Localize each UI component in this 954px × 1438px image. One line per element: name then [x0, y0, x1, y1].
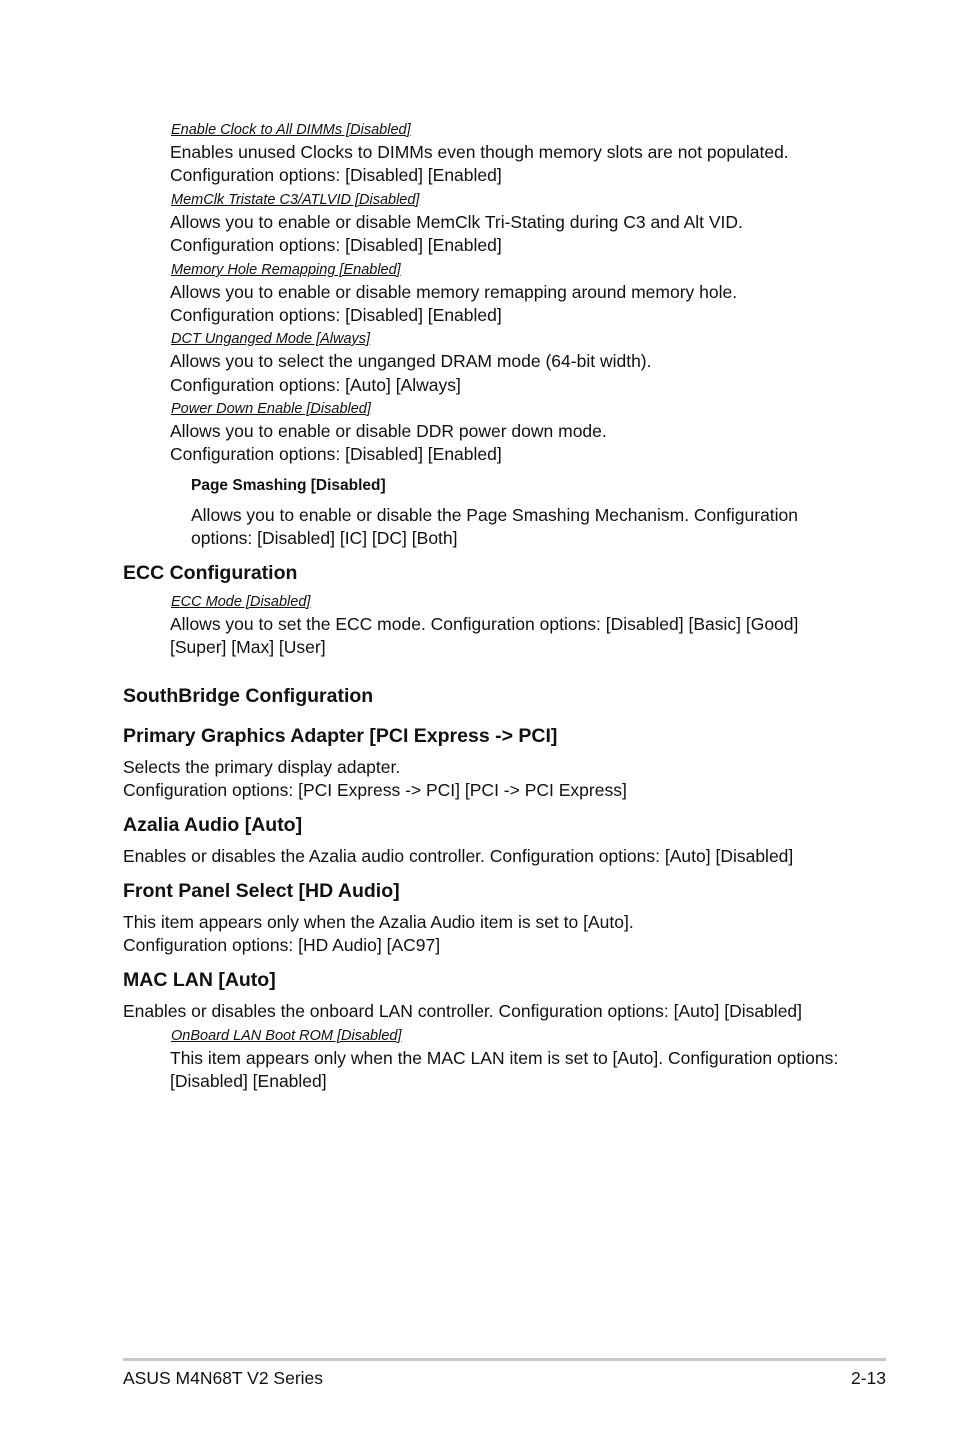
primary-graphics-desc: Selects the primary display adapter. [123, 757, 401, 777]
memory-hole-title: Memory Hole Remapping [Enabled] [171, 262, 401, 278]
primary-graphics-options: Configuration options: [PCI Express -> PCI] [PCI -> PCI Express] [123, 780, 627, 800]
southbridge-heading: SouthBridge Configuration [123, 685, 374, 707]
memclk-tristate-title: MemClk Tristate C3/ATLVID [Disabled] [171, 192, 420, 208]
memory-hole-desc: Allows you to enable or disable memory remapping around memory hole. [170, 282, 738, 302]
enable-clock-desc: Enables unused Clocks to DIMMs even though memory slots are not populated. [170, 142, 789, 162]
lan-boot-rom-title: OnBoard LAN Boot ROM [Disabled] [171, 1028, 402, 1044]
dct-unganged-options: Configuration options: [Auto] [Always] [170, 375, 461, 395]
footer-rule [123, 1358, 886, 1361]
front-panel-options: Configuration options: [HD Audio] [AC97] [123, 935, 441, 955]
power-down-options: Configuration options: [Disabled] [Enabled] [170, 444, 502, 464]
mac-lan-heading: MAC LAN [Auto] [123, 969, 276, 991]
enable-clock-title: Enable Clock to All DIMMs [Disabled] [171, 122, 411, 138]
mac-lan-desc: Enables or disables the onboard LAN controller. Configuration options: [Auto] [Disabled] [123, 1001, 803, 1021]
memclk-tristate-desc: Allows you to enable or disable MemClk Tri-Stating during C3 and Alt VID. [170, 212, 743, 232]
ecc-configuration-heading: ECC Configuration [123, 562, 298, 584]
lan-boot-rom-options: [Disabled] [Enabled] [170, 1071, 327, 1091]
ecc-mode-desc: Allows you to set the ECC mode. Configuration options: [Disabled] [Basic] [Good] [170, 614, 799, 634]
footer-product-name: ASUS M4N68T V2 Series [123, 1368, 324, 1388]
front-panel-desc: This item appears only when the Azalia Audio item is set to [Auto]. [123, 912, 634, 932]
azalia-audio-desc: Enables or disables the Azalia audio controller. Configuration options: [Auto] [Disabled] [123, 846, 794, 866]
ecc-mode-title: ECC Mode [Disabled] [171, 594, 311, 610]
memclk-tristate-options: Configuration options: [Disabled] [Enabled] [170, 235, 502, 255]
page-smashing-desc: Allows you to enable or disable the Page Smashing Mechanism. Configuration [191, 505, 799, 525]
page-smashing-options: options: [Disabled] [IC] [DC] [Both] [191, 528, 458, 548]
power-down-title: Power Down Enable [Disabled] [171, 401, 371, 417]
dct-unganged-desc: Allows you to select the unganged DRAM mode (64-bit width). [170, 351, 652, 371]
power-down-desc: Allows you to enable or disable DDR power down mode. [170, 421, 607, 441]
page-smashing-title: Page Smashing [Disabled] [191, 477, 386, 494]
memory-hole-options: Configuration options: [Disabled] [Enabled] [170, 305, 502, 325]
primary-graphics-heading: Primary Graphics Adapter [PCI Express -> PCI] [123, 725, 558, 747]
azalia-audio-heading: Azalia Audio [Auto] [123, 814, 303, 836]
footer-page-number: 2-13 [850, 1368, 886, 1388]
front-panel-heading: Front Panel Select [HD Audio] [123, 880, 400, 902]
lan-boot-rom-desc: This item appears only when the MAC LAN item is set to [Auto]. Configuration options: [170, 1048, 839, 1068]
enable-clock-options: Configuration options: [Disabled] [Enabled] [170, 165, 502, 185]
dct-unganged-title: DCT Unganged Mode [Always] [171, 331, 371, 347]
ecc-mode-options: [Super] [Max] [User] [170, 637, 326, 657]
